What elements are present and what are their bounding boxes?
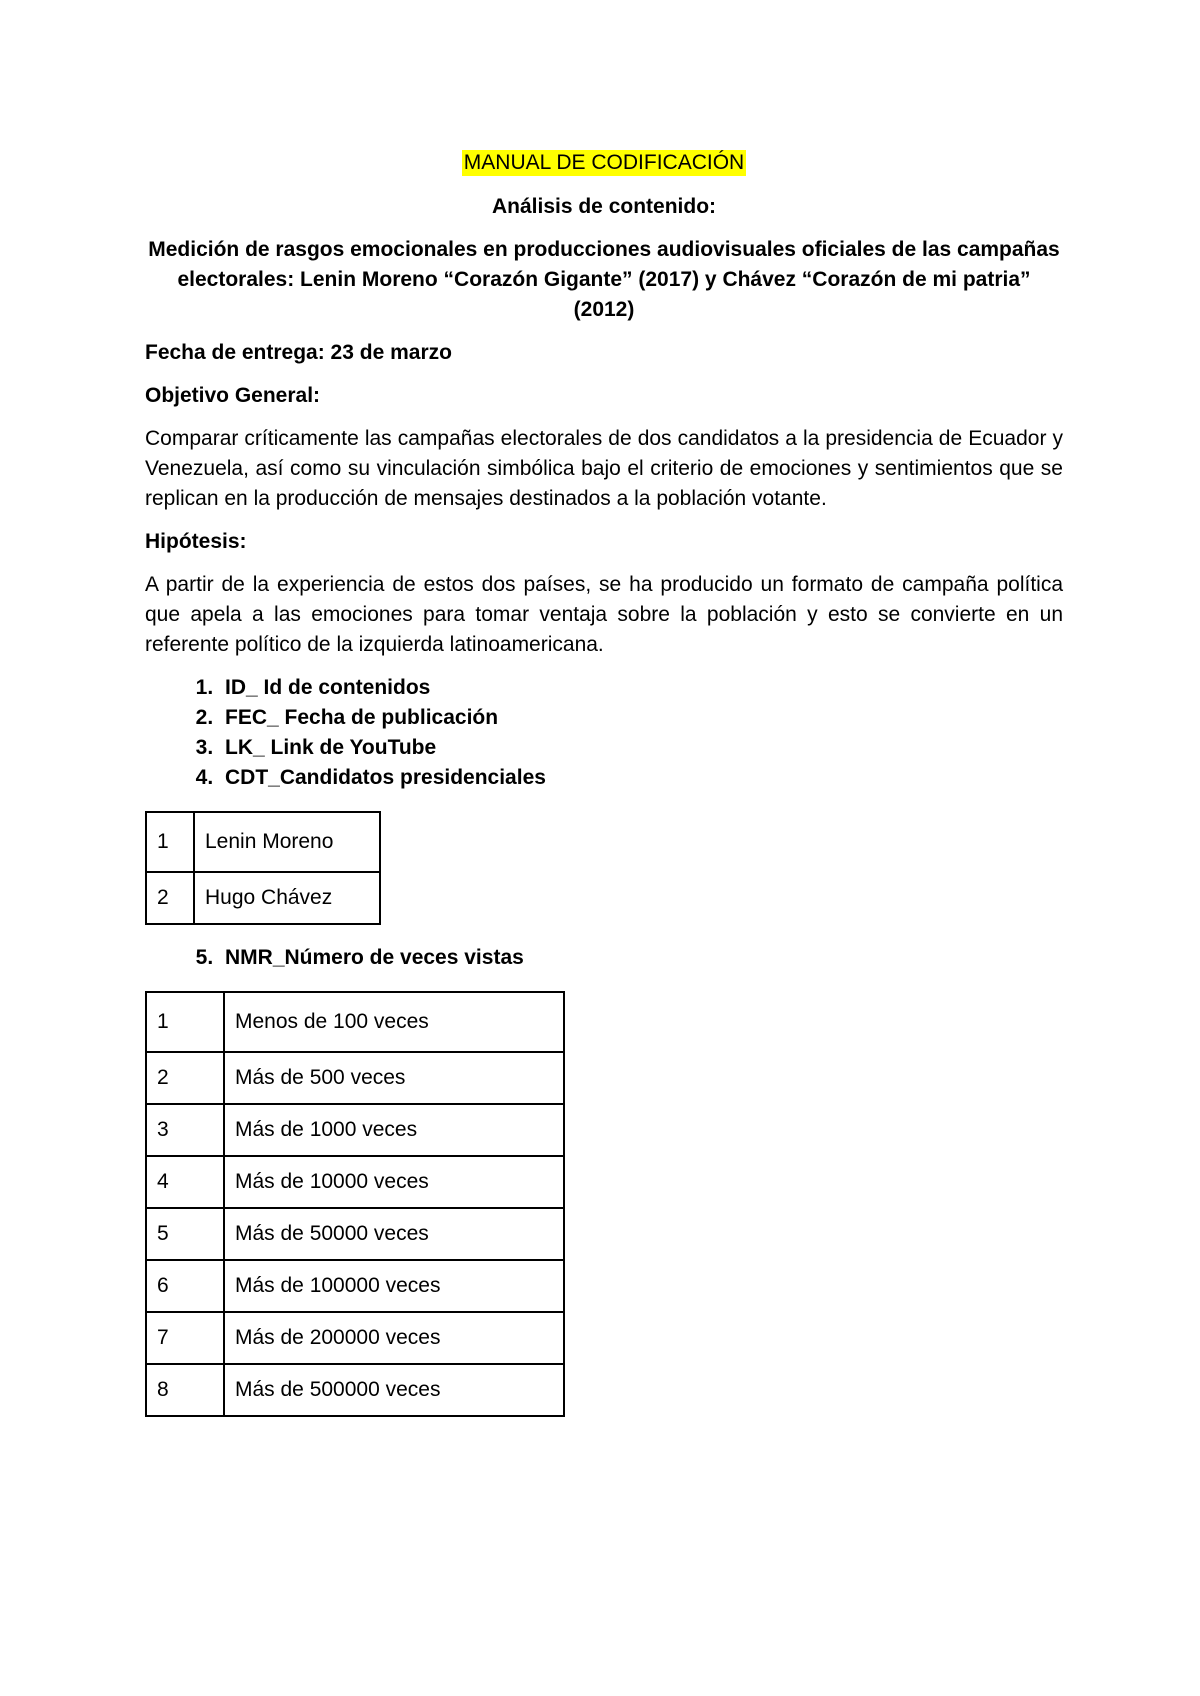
objective-label: Objetivo General: xyxy=(145,384,321,407)
table-row xyxy=(146,1312,564,1364)
label-cell: Más de 100000 veces xyxy=(224,1260,564,1312)
label-cell: Más de 50000 veces xyxy=(224,1208,564,1260)
table-row xyxy=(146,812,380,872)
variable-list xyxy=(145,673,1063,793)
document-subtitle: Análisis de contenido: xyxy=(491,195,717,218)
table-row xyxy=(146,872,380,924)
due-date: Fecha de entrega: 23 de marzo xyxy=(145,341,452,364)
label-cell: Lenin Moreno xyxy=(194,812,380,872)
table-row xyxy=(146,992,564,1052)
variable-item: 5. NMR_Número de veces vistas xyxy=(219,943,1063,973)
code-cell: 3 xyxy=(146,1104,224,1156)
code-cell: 2 xyxy=(146,872,194,924)
code-cell: 4 xyxy=(146,1156,224,1208)
label-cell: Más de 500000 veces xyxy=(224,1364,564,1416)
variable-item: 2. FEC_ Fecha de publicación xyxy=(219,703,1063,733)
candidates-table xyxy=(145,811,381,925)
study-heading-line-3: (2012) xyxy=(573,298,635,321)
document-title: MANUAL DE CODIFICACIÓN xyxy=(463,151,745,174)
variable-item: 4. CDT_Candidatos presidenciales xyxy=(219,763,1063,793)
code-cell: 7 xyxy=(146,1312,224,1364)
study-heading xyxy=(145,235,1063,325)
code-cell: 5 xyxy=(146,1208,224,1260)
code-cell: 6 xyxy=(146,1260,224,1312)
code-cell: 8 xyxy=(146,1364,224,1416)
study-heading-line-1: Medición de rasgos emocionales en producciones audiovisuales oficiales de las campañas xyxy=(148,238,1060,261)
table-row xyxy=(146,1208,564,1260)
label-cell: Más de 200000 veces xyxy=(224,1312,564,1364)
variable-item: 1. ID_ Id de contenidos xyxy=(219,673,1063,703)
table-row xyxy=(146,1052,564,1104)
table-row xyxy=(146,1364,564,1416)
table-row xyxy=(146,1156,564,1208)
document-body xyxy=(145,148,1063,1417)
objective-text: Comparar críticamente las campañas electorales de dos candidatos a la presidencia de Ecuador y Venezuela, así como su vinculación simbólica bajo el criterio de emociones y sentimientos que se replican en la producción de mensajes destinados a la población votante. xyxy=(145,427,1063,510)
code-cell: 2 xyxy=(146,1052,224,1104)
table-row xyxy=(146,1260,564,1312)
label-cell: Más de 10000 veces xyxy=(224,1156,564,1208)
table-row xyxy=(146,1104,564,1156)
views-table xyxy=(145,991,565,1417)
hypothesis-label: Hipótesis: xyxy=(145,530,247,553)
study-heading-line-2: electorales: Lenin Moreno “Corazón Gigante” (2017) y Chávez “Corazón de mi patria” xyxy=(177,268,1031,291)
code-cell: 1 xyxy=(146,812,194,872)
variable-list-continued xyxy=(145,943,1063,973)
code-cell: 1 xyxy=(146,992,224,1052)
hypothesis-text: A partir de la experiencia de estos dos países, se ha producido un formato de campaña política que apela a las emociones para tomar ventaja sobre la población y esto se convierte en un referente político de la izquierda latinoamericana. xyxy=(145,573,1063,656)
label-cell: Hugo Chávez xyxy=(194,872,380,924)
label-cell: Menos de 100 veces xyxy=(224,992,564,1052)
label-cell: Más de 500 veces xyxy=(224,1052,564,1104)
title-block xyxy=(145,148,1063,178)
label-cell: Más de 1000 veces xyxy=(224,1104,564,1156)
variable-item: 3. LK_ Link de YouTube xyxy=(219,733,1063,763)
